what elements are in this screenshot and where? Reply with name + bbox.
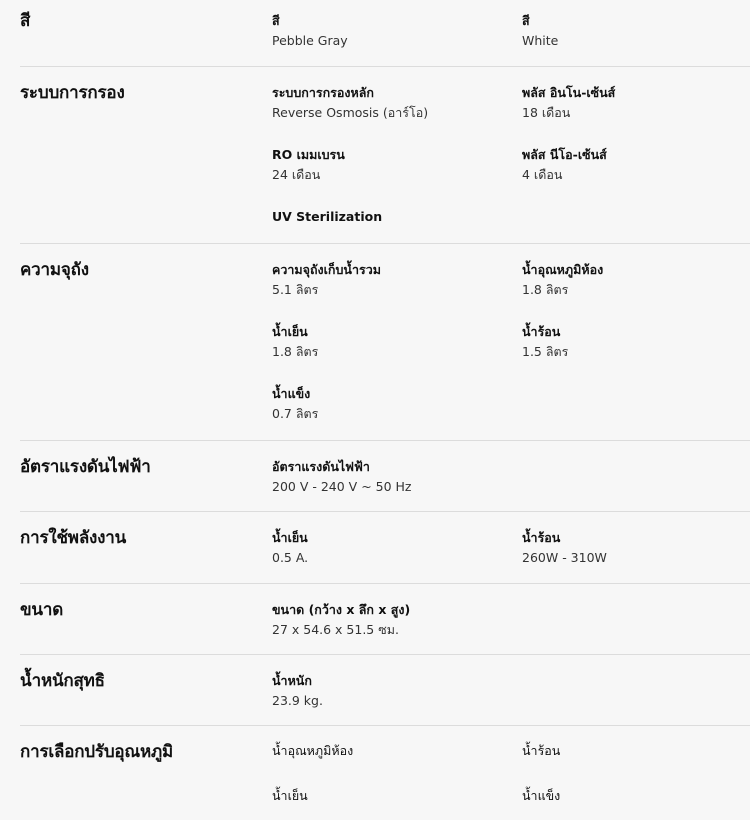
spec-item [272,601,410,639]
spec-item-label: น้ำหนัก [272,673,312,688]
spec-row-title: สี [20,11,31,31]
spec-item [272,261,381,299]
spec-item-label: น้ำเย็น [272,788,308,803]
spec-item-label: ขนาด (กว้าง x ลึก x สูง) [272,602,411,617]
spec-item-label: น้ำร้อน [522,530,561,545]
spec-item-value: 0.7 ลิตร [272,406,319,421]
spec-item-value: White [522,33,559,48]
spec-item-value: 200 V - 240 V ~ 50 Hz [272,479,412,494]
spec-item [272,385,318,423]
spec-item-label: RO เมมเบรน [272,147,345,162]
spec-item-label: สี [522,13,530,28]
spec-item-label: พลัส อินโน-เซ้นส์ [522,85,616,100]
spec-item [522,787,560,805]
spec-item [272,529,308,567]
spec-item-label: ระบบการกรองหลัก [272,85,374,100]
spec-item [272,672,323,710]
row-divider [20,511,750,512]
spec-item-label: น้ำอุณหภูมิห้อง [272,743,354,758]
spec-item-value: 5.1 ลิตร [272,282,319,297]
spec-item-label: ความจุถังเก็บน้ำรวม [272,262,381,277]
spec-item-value: 260W - 310W [522,550,607,565]
spec-item-label: น้ำร้อน [522,324,561,339]
spec-item [522,261,603,299]
row-divider [20,725,750,726]
spec-item-label: น้ำแข็ง [272,386,311,401]
spec-item-label: น้ำอุณหภูมิห้อง [522,262,604,277]
spec-item-label: UV Sterilization [272,209,383,224]
spec-item-value: Reverse Osmosis (อาร์โอ) [272,105,429,120]
row-divider [20,66,750,67]
spec-item [272,323,318,361]
spec-item [272,208,382,226]
spec-row-title: อัตราแรงดันไฟฟ้า [20,457,151,477]
spec-row-title: การใช้พลังงาน [20,528,127,548]
spec-item [272,146,345,184]
spec-item-value: Pebble Gray [272,33,348,48]
spec-item-label: น้ำร้อน [522,743,561,758]
spec-item [272,787,308,805]
row-divider [20,440,750,441]
spec-item [522,12,558,50]
spec-item [272,458,411,496]
spec-item-label: สี [272,13,280,28]
spec-item [272,84,428,122]
spec-row-title: ความจุถัง [20,260,89,280]
spec-item [522,529,607,567]
spec-item-label: อัตราแรงดันไฟฟ้า [272,459,370,474]
spec-item [522,742,560,760]
spec-item [522,84,615,122]
spec-item-label: น้ำเย็น [272,530,308,545]
spec-item-value: 18 เดือน [522,105,571,120]
spec-item-value: 1.8 ลิตร [272,344,319,359]
spec-item [522,146,607,184]
spec-item-value: 23.9 kg. [272,693,323,708]
spec-row-title: ระบบการกรอง [20,83,125,103]
spec-item-value: 4 เดือน [522,167,563,182]
spec-item-value: 1.8 ลิตร [522,282,569,297]
row-divider [20,243,750,244]
spec-row-title: น้ำหนักสุทธิ [20,671,105,691]
spec-row-title: ขนาด [20,600,64,620]
spec-item-value: 1.5 ลิตร [522,344,569,359]
spec-item [272,12,348,50]
spec-item [522,323,568,361]
spec-row-title: การเลือกปรับอุณหภูมิ [20,742,174,762]
spec-item [272,742,353,760]
spec-item-value: 27 x 54.6 x 51.5 ซม. [272,622,399,637]
spec-item-label: พลัส นีโอ-เซ้นส์ [522,147,607,162]
spec-item-label: น้ำเย็น [272,324,308,339]
spec-item-label: น้ำแข็ง [522,788,561,803]
row-divider [20,583,750,584]
row-divider [20,654,750,655]
spec-item-value: 0.5 A. [272,550,309,565]
spec-item-value: 24 เดือน [272,167,321,182]
